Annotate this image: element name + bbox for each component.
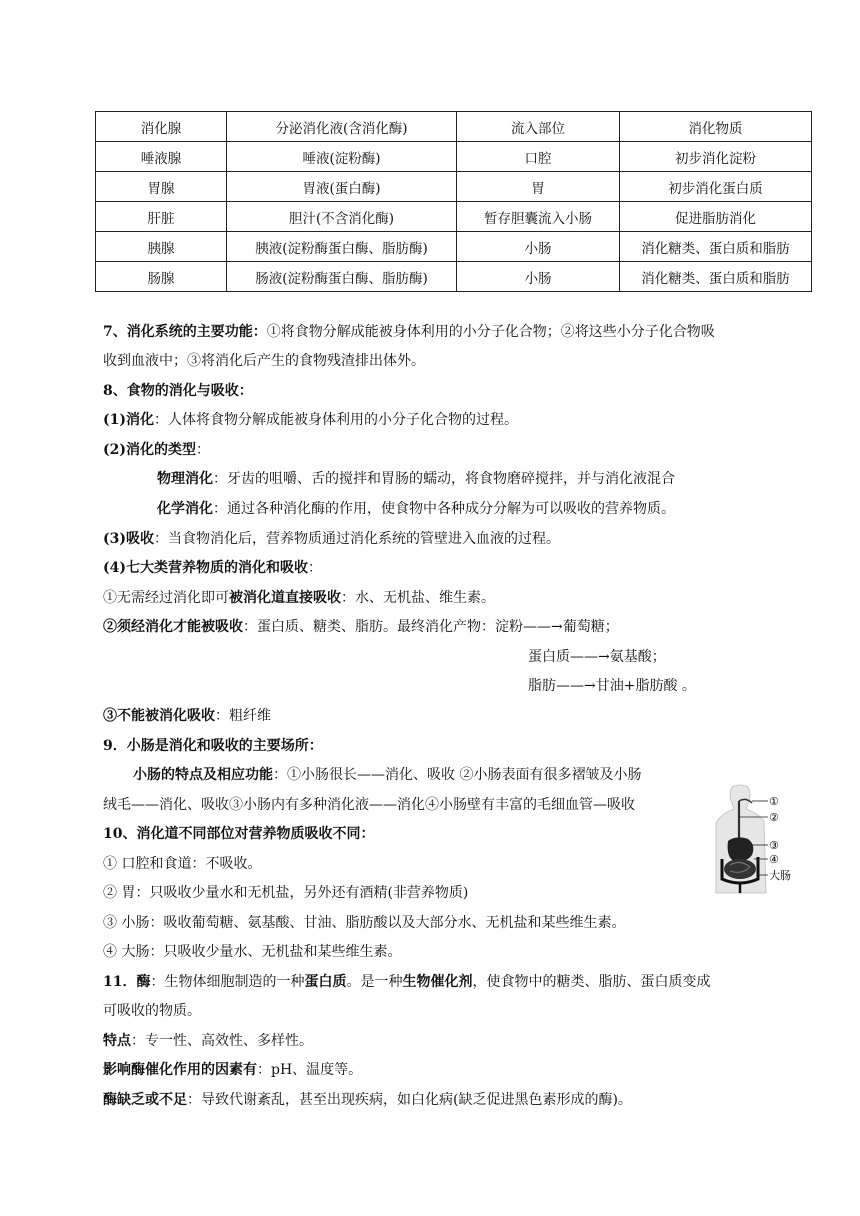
nutrients-item-1: [103, 588, 495, 608]
section-10-title: 10、消化道不同部位对营养物质吸收不同：: [103, 826, 375, 842]
section-11-title: 11．酶: [103, 974, 151, 990]
nutrients-item-3: [103, 706, 271, 726]
table-cell: 促进脂肪消化: [620, 202, 812, 232]
figure-label-large-intestine: 大肠: [769, 869, 791, 882]
table-cell: 口腔: [457, 142, 620, 172]
small-intestine-features-text: ：①小肠很长——消化、吸收 ②小肠表面有很多褶皱及小肠: [273, 767, 642, 783]
table-cell: 唾液(淀粉酶): [227, 142, 457, 172]
small-intestine-features: [133, 765, 641, 785]
table-header-cell: 流入部位: [457, 112, 620, 142]
table-cell: 肠液(淀粉酶蛋白酶、脂肪酶): [227, 262, 457, 292]
list-item: ④ 大肠：只吸收少量水、无机盐和某些维生素。: [103, 944, 402, 960]
physical-digestion: [157, 469, 675, 489]
digestion-text: ：人体将食物分解成能被身体利用的小分子化合物的过程。: [154, 412, 518, 428]
digestion-types: [103, 440, 210, 460]
section-7-title: 7、消化系统的主要功能：: [103, 324, 267, 340]
chemical-digestion-label: 化学消化: [157, 501, 213, 517]
small-intestine-features-label: 小肠的特点及相应功能: [133, 767, 273, 783]
physical-digestion-text: ：牙齿的咀嚼、舌的搅拌和胃肠的蠕动，将食物磨碎搅拌，并与消化液混合: [213, 471, 675, 487]
enzyme-features-text: ：专一性、高效性、多样性。: [131, 1033, 313, 1049]
digestive-system-illustration: [706, 783, 802, 903]
table-cell: 胃: [457, 172, 620, 202]
table-header-cell: 消化腺: [96, 112, 227, 142]
figure-label-2: ②: [769, 811, 779, 824]
table-header-cell: 消化物质: [620, 112, 812, 142]
section-7-text: ①将食物分解成能被身体利用的小分子化合物；②将这些小分子化合物吸: [266, 324, 715, 340]
nutrients-item-2-text: ：蛋白质、糖类、脂肪。最终消化产物：淀粉——→葡萄糖；: [243, 619, 619, 635]
table-cell: 肝脏: [96, 202, 227, 232]
table-cell: 初步消化蛋白质: [620, 172, 812, 202]
list-item: ③ 小肠：吸收葡萄糖、氨基酸、甘油、脂肪酸以及大部分水、无机盐和某些维生素。: [103, 915, 626, 931]
fat-product: 脂肪——→甘油+脂肪酸 。: [528, 678, 696, 694]
enzyme-features-label: 特点: [103, 1033, 131, 1049]
figure-label-3: ③: [769, 839, 779, 852]
table-cell: 胃液(蛋白酶): [227, 172, 457, 202]
table-row: [96, 142, 812, 172]
nutrients-item-3-text: ：粗纤维: [215, 708, 271, 724]
list-item: ① 口腔和食道：不吸收。: [103, 856, 262, 872]
digestive-glands-table: [95, 111, 812, 292]
small-intestine-features-line-2: 绒毛——消化、吸收③小肠内有多种消化液——消化④小肠壁有丰富的毛细血管—吸收: [103, 797, 635, 813]
table-cell: 小肠: [457, 232, 620, 262]
nutrients-colon: ：: [308, 560, 322, 576]
nutrients-label: (4)七大类营养物质的消化和吸收: [103, 560, 308, 576]
table-cell: 胰腺: [96, 232, 227, 262]
table-row: [96, 202, 812, 232]
digestion-definition: [103, 410, 518, 430]
table-cell: 胃腺: [96, 172, 227, 202]
digestion-types-label: (2)消化的类型: [103, 442, 196, 458]
section-11-line-1: [103, 972, 710, 992]
physical-digestion-label: 物理消化: [157, 471, 213, 487]
chemical-digestion: [157, 499, 675, 519]
enzyme-deficiency-text: ：导致代谢紊乱，甚至出现疾病，如白化病(缺乏促进黑色素形成的酶)。: [187, 1092, 632, 1108]
table-cell: 小肠: [457, 262, 620, 292]
table-cell: 消化糖类、蛋白质和脂肪: [620, 232, 812, 262]
nutrients-item-2-bold: ②须经消化才能被吸收: [103, 619, 243, 635]
figure-label-4: ④: [769, 853, 779, 866]
section-11-line-2: 可吸收的物质。: [103, 1003, 201, 1019]
enzyme-text-c: ，使食物中的糖类、脂肪、蛋白质变成: [472, 974, 711, 990]
section-7-line-2: 收到血液中；③将消化后产生的食物残渣排出体外。: [103, 353, 425, 369]
table-cell: 消化糖类、蛋白质和脂肪: [620, 262, 812, 292]
figure-label-1: ①: [769, 795, 779, 808]
nutrients-item-1-pre: ①无需经过消化即可: [103, 590, 229, 606]
table-cell: 初步消化淀粉: [620, 142, 812, 172]
table-cell: 胰液(淀粉酶蛋白酶、脂肪酶): [227, 232, 457, 262]
table-cell: 暂存胆囊流入小肠: [457, 202, 620, 232]
enzyme-deficiency: [103, 1090, 632, 1110]
nutrients-item-1-bold: 被消化道直接吸收: [229, 590, 341, 606]
absorption-text: ：当食物消化后，营养物质通过消化系统的管壁进入血液的过程。: [154, 531, 560, 547]
table-row: [96, 262, 812, 292]
digestion-label: (1)消化: [103, 412, 154, 428]
table-cell: 唾液腺: [96, 142, 227, 172]
enzyme-deficiency-label: 酶缺乏或不足: [103, 1092, 187, 1108]
enzyme-features: [103, 1031, 313, 1051]
section-9-title: 9．小肠是消化和吸收的主要场所：: [103, 738, 323, 754]
table-header-cell: 分泌消化液(含消化酶): [227, 112, 457, 142]
enzyme-factors-label: 影响酶催化作用的因素有: [103, 1062, 257, 1078]
enzyme-factors-text: ：pH、温度等。: [257, 1062, 363, 1078]
protein-product: 蛋白质——→氨基酸；: [528, 649, 666, 665]
table-cell: 胆汁(不含消化酶): [227, 202, 457, 232]
section-7-line-1: [103, 322, 715, 342]
nutrients-heading: [103, 558, 322, 578]
enzyme-text-b: 。是一种: [346, 974, 403, 990]
chemical-digestion-text: ：通过各种消化酶的作用，使食物中各种成分分解为可以吸收的营养物质。: [213, 501, 675, 517]
digestive-system-figure: [706, 783, 802, 903]
table-row: [96, 232, 812, 262]
table-header-row: [96, 112, 812, 142]
enzyme-factors: [103, 1060, 362, 1080]
digestion-types-colon: ：: [196, 442, 210, 458]
enzyme-bold-catalyst: 生物催化剂: [402, 974, 473, 990]
nutrients-item-3-bold: ③不能被消化吸收: [103, 708, 215, 724]
nutrients-item-2: [103, 617, 619, 637]
section-8-title: 8、食物的消化与吸收：: [103, 383, 253, 399]
absorption-label: (3)吸收: [103, 531, 154, 547]
nutrients-item-1-text: ：水、无机盐、维生素。: [341, 590, 495, 606]
enzyme-text-a: ：生物体细胞制造的一种: [150, 974, 305, 990]
table-row: [96, 172, 812, 202]
absorption-definition: [103, 529, 560, 549]
table-cell: 肠腺: [96, 262, 227, 292]
enzyme-bold-protein: 蛋白质: [304, 974, 347, 990]
list-item: ② 胃：只吸收少量水和无机盐，另外还有酒精(非营养物质): [103, 885, 469, 901]
